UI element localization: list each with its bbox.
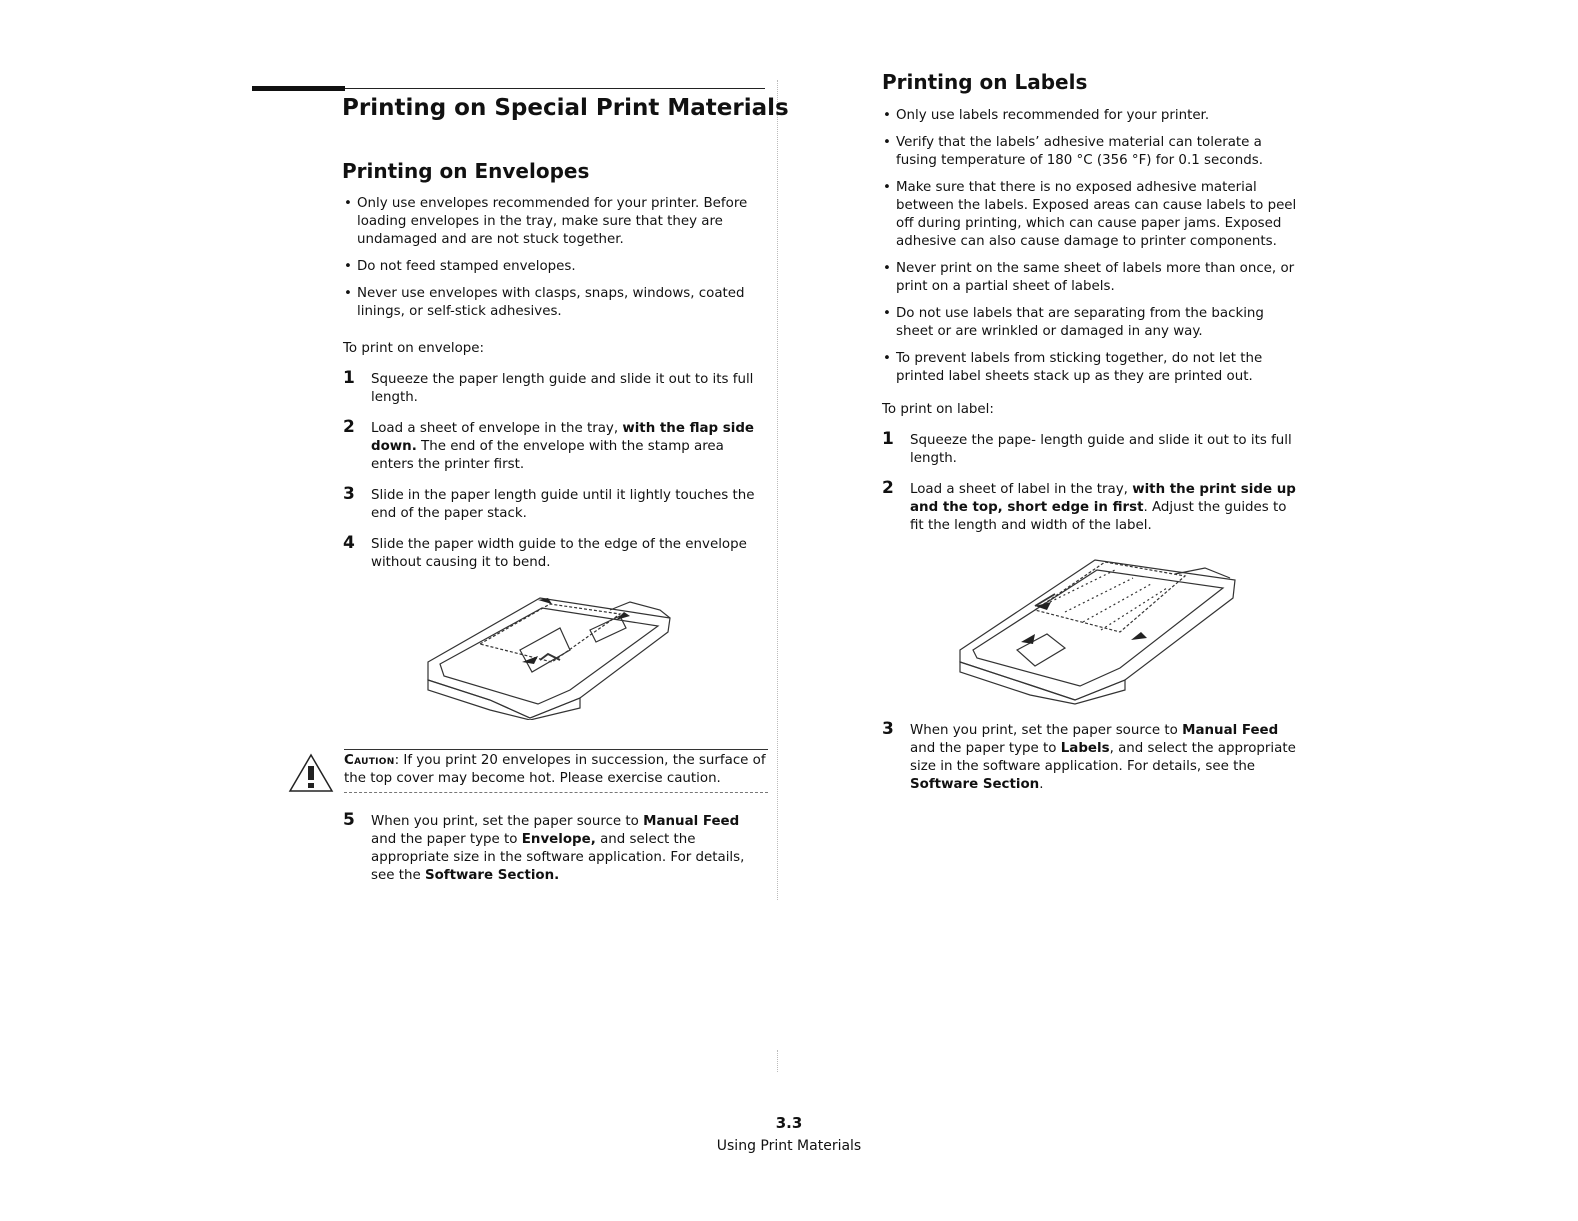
labels-intro: To print on label: bbox=[882, 402, 994, 417]
step-number: 1 bbox=[882, 429, 894, 449]
step-text bbox=[910, 723, 1296, 792]
labels-steps-continued bbox=[882, 719, 1304, 807]
step-text-bold: Envelope, bbox=[521, 832, 596, 847]
step-item bbox=[343, 417, 761, 474]
column-divider bbox=[777, 80, 778, 900]
step-number: 4 bbox=[343, 533, 355, 553]
envelopes-heading: Printing on Envelopes bbox=[342, 159, 590, 183]
step-text: Squeeze the paper length guide and slide it out to its full length. bbox=[371, 372, 754, 405]
page-title: Printing on Special Print Materials bbox=[342, 95, 789, 121]
step-text-part: and the paper type to bbox=[371, 832, 522, 847]
caution-text: : If you print 20 envelopes in succession, the surface of the top cover may become hot. Please exercise caution. bbox=[344, 753, 766, 786]
step-text bbox=[371, 814, 744, 883]
list-item: • Make sure that there is no exposed adhesive material between the labels. Exposed areas can cause labels to peel off during printing, which can cause paper jams. Exposed adhesive can also cause damage to printer components. bbox=[883, 179, 1303, 251]
step-number: 3 bbox=[343, 484, 355, 504]
step-text: Slide the paper width guide to the edge of the envelope without causing it to bend. bbox=[371, 537, 747, 570]
envelopes-bullet-list bbox=[344, 195, 759, 330]
step-text-part: When you print, set the paper source to bbox=[910, 723, 1183, 738]
step-text bbox=[910, 482, 1296, 533]
step-text-part: Load a sheet of envelope in the tray, bbox=[371, 421, 623, 436]
step-text-bold: with the print side up and the top, short edge in first bbox=[910, 482, 1296, 515]
list-item: • Never use envelopes with clasps, snaps, windows, coated linings, or self-stick adhesives. bbox=[344, 285, 759, 321]
title-rule-thin bbox=[345, 88, 765, 89]
step-text-bold: Software Section bbox=[910, 777, 1040, 792]
step-text: Slide in the paper length guide until it lightly touches the end of the paper stack. bbox=[371, 488, 755, 521]
step-text-part: The end of the envelope with the stamp area enters the printer first. bbox=[371, 439, 724, 472]
envelope-tray-illustration bbox=[420, 580, 680, 720]
list-item: • Only use envelopes recommended for your printer. Before loading envelopes in the tray, make sure that they are undamaged and are not stuck together. bbox=[344, 195, 759, 249]
envelopes-steps-continued bbox=[343, 810, 761, 898]
step-item bbox=[882, 719, 1304, 794]
step-number: 2 bbox=[882, 478, 894, 498]
step-number: 3 bbox=[882, 719, 894, 739]
caution-note bbox=[344, 749, 768, 793]
step-item bbox=[882, 478, 1304, 535]
step-text-bold: Labels bbox=[1060, 741, 1110, 756]
step-item bbox=[343, 533, 761, 572]
step-text: Squeeze the pape- length guide and slide it out to its full length. bbox=[910, 433, 1292, 466]
step-text-bold: Software Section. bbox=[424, 868, 560, 883]
step-item bbox=[343, 810, 761, 885]
step-text-bold: Manual Feed bbox=[1182, 723, 1279, 738]
list-item: • Do not feed stamped envelopes. bbox=[344, 258, 759, 276]
labels-heading: Printing on Labels bbox=[882, 70, 1088, 94]
list-item: • Only use labels recommended for your printer. bbox=[883, 107, 1303, 125]
envelopes-intro: To print on envelope: bbox=[343, 341, 485, 356]
step-text-part: and select the appropriate size in the software application. For details, see the bbox=[371, 832, 745, 883]
step-text-part: . bbox=[1039, 777, 1044, 792]
step-number: 5 bbox=[343, 810, 355, 830]
step-item bbox=[343, 368, 761, 407]
step-number: 2 bbox=[343, 417, 355, 437]
step-text-bold: Manual Feed bbox=[643, 814, 740, 829]
step-text-part: and the paper type to bbox=[910, 741, 1061, 756]
title-rule-thick bbox=[252, 86, 345, 91]
list-item: • To prevent labels from sticking together, do not let the printed label sheets stack up as they are printed out. bbox=[883, 350, 1303, 386]
step-text-bold: with the flap side down. bbox=[371, 421, 755, 454]
step-text-part: . Adjust the guides to fit the length and width of the label. bbox=[910, 500, 1287, 533]
list-item: • Do not use labels that are separating from the backing sheet or are wrinkled or damaged in any way. bbox=[883, 305, 1303, 341]
step-number: 1 bbox=[343, 368, 355, 388]
page-number: 3.3 bbox=[775, 1114, 803, 1132]
chapter-name: Using Print Materials bbox=[716, 1138, 862, 1154]
envelopes-steps bbox=[343, 368, 761, 585]
list-item: • Verify that the labels’ adhesive material can tolerate a fusing temperature of 180 °C (356 °F) for 0.1 seconds. bbox=[883, 134, 1303, 170]
step-text-part: , and select the appropriate size in the software application. For details, see the bbox=[910, 741, 1296, 774]
caution-warning-icon bbox=[287, 752, 335, 794]
caution-label: Caution bbox=[344, 753, 395, 768]
step-text-part: Load a sheet of label in the tray, bbox=[910, 482, 1133, 497]
step-text-part: When you print, set the paper source to bbox=[371, 814, 644, 829]
step-text bbox=[371, 421, 754, 472]
list-item: • Never print on the same sheet of labels more than once, or print on a partial sheet of labels. bbox=[883, 260, 1303, 296]
labels-steps bbox=[882, 429, 1304, 548]
column-divider-lower bbox=[777, 1050, 778, 1072]
labels-bullet-list bbox=[883, 107, 1303, 395]
step-item bbox=[343, 484, 761, 523]
step-item bbox=[882, 429, 1304, 468]
label-tray-illustration bbox=[955, 540, 1245, 705]
